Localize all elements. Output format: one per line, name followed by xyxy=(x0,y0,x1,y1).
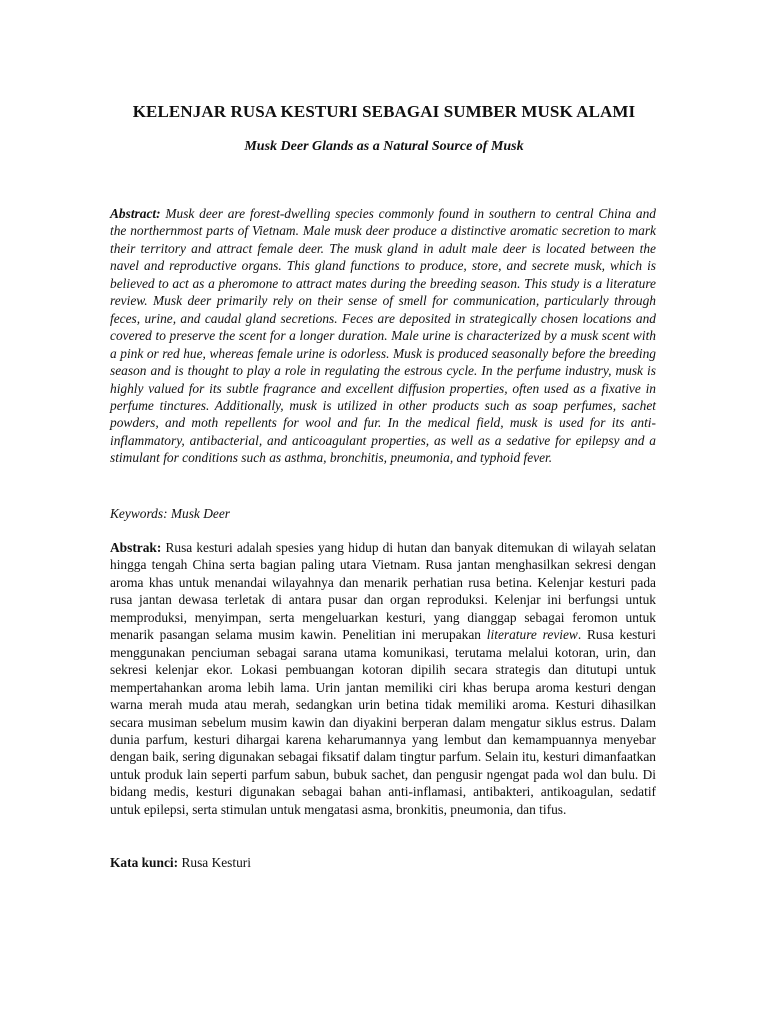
abstract-indonesian-italic-term: literature review xyxy=(486,627,578,643)
paper-subtitle: Musk Deer Glands as a Natural Source of Musk xyxy=(244,139,524,154)
abstract-english xyxy=(110,205,656,467)
abstract-indonesian-label: Abstrak: xyxy=(110,540,162,555)
abstract-indonesian-text-part2: . Rusa kesturi menggunakan penciuman sebagai sarana utama komunikasi, terutama melalui kotoran, urin, dan sekresi kelenjar ekor. Lokasi pembuangan kotoran dipilih secara strategis dan ditutupi untuk mempertahankan aroma lebih lama. Urin jantan memiliki ciri khas berupa aroma kesturi dengan warna merah muda atau merah, sedangkan urin betina tidak memiliki aroma. Kesturi dihasilkan secara musiman sebelum musim kawin dan diyakini berperan dalam mengatur siklus estrus. Dalam dunia parfum, kesturi dihargai karena keharumannya yang lembut dan kemampuannya menyebar dengan baik, sering digunakan sebagai fiksatif dalam tingtur parfum. Selain itu, kesturi dimanfaatkan untuk produk lain seperti parfum sabun, bubuk sachet, dan pengusir ngengat pada wol dan bulu. Di bidang medis, kesturi digunakan sebagai bahan anti-inflamasi, antibakteri, antikoagulan, sedatif untuk epilepsi, serta stimulan untuk mengatasi asma, bronkitis, pneumonia, dan tifus. xyxy=(110,627,656,817)
abstract-english-label: Abstract: xyxy=(110,206,161,221)
paper-title: KELENJAR RUSA KESTURI SEBAGAI SUMBER MUSK ALAMI xyxy=(132,102,636,121)
keywords-indonesian-value: Rusa Kesturi xyxy=(181,855,251,870)
abstract-english-text: Musk deer are forest-dwelling species commonly found in southern to central China and the northernmost parts of Vietnam. Male musk deer produce a distinctive aromatic secretion to mark their territory and attract female deer. The musk gland in adult male deer is located between the navel and reproductive organs. This gland functions to produce, store, and secrete musk, which is believed to act as a pheromone to attract mates during the breeding season. This study is a literature review. Musk deer primarily rely on their sense of smell for communication, particularly through feces, urine, and caudal gland secretions. Feces are deposited in strategically chosen locations and covered to preserve the scent for a longer duration. Male urine is characterized by a musk scent with a pink or red hue, whereas female urine is odorless. Musk is produced seasonally before the breeding season and is thought to play a role in regulating the estrous cycle. In the perfume industry, musk is highly valued for its subtle fragrance and excellent diffusion properties, often used as a fixative in perfume tinctures. Additionally, musk is utilized in other products such as soap perfumes, sachet powders, and moth repellents for wool and fur. In the medical field, musk is used for its anti-inflammatory, antibacterial, and anticoagulant properties, as well as a sedative for epilepsy and a stimulant for conditions such as asthma, bronchitis, pneumonia, and typhoid fever. xyxy=(110,206,656,466)
keywords-indonesian-label: Kata kunci: xyxy=(110,855,179,870)
abstract-indonesian-text-part1: Rusa kesturi adalah spesies yang hidup di hutan dan banyak ditemukan di wilayah selatan hingga tengah China serta bagian paling utara Vietnam. Rusa jantan menghasilkan sekresi dengan aroma khas untuk menandai wilayahnya dan menarik perhatian rusa betina. Kelenjar kesturi pada rusa jantan dewasa terletak di antara pusar dan organ reproduksi. Kelenjar ini berfungsi untuk memproduksi, menyimpan, serta mengeluarkan kesturi, yang dianggap sebagai feromon untuk menarik pasangan selama musim kawin. Penelitian ini merupakan xyxy=(110,540,657,643)
keywords-indonesian xyxy=(110,854,656,871)
keywords-english: Keywords: Musk Deer xyxy=(110,506,230,521)
abstract-indonesian xyxy=(110,539,656,818)
